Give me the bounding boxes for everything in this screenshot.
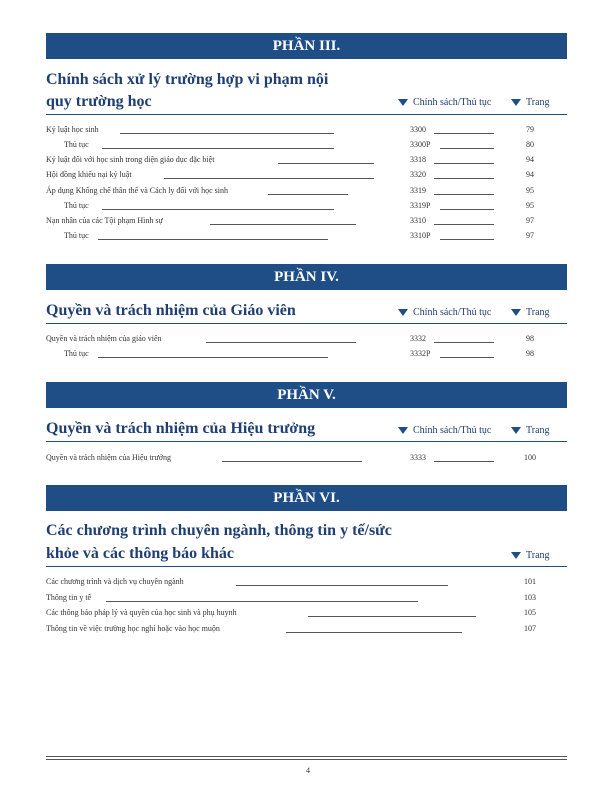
leader-line xyxy=(286,632,462,633)
leader-line xyxy=(434,461,494,462)
section-5-title: Quyền và trách nhiệm của Hiệu trưởng xyxy=(46,420,316,437)
leader-line xyxy=(102,209,334,210)
leader-line xyxy=(440,148,494,149)
toc-label: Thủ tục xyxy=(64,140,89,149)
leader-line xyxy=(308,616,476,617)
toc-label: Các thông báo pháp lý và quyền của học sinh và phụ huynh xyxy=(46,608,237,617)
leader-line xyxy=(434,194,494,195)
toc-label: Kỷ luật học sinh xyxy=(46,125,99,134)
triangle-down-icon xyxy=(398,427,408,434)
toc-code: 3320 xyxy=(410,170,426,179)
section-3-banner: PHẦN III. xyxy=(46,33,567,59)
leader-line xyxy=(434,178,494,179)
toc-page: 107 xyxy=(524,624,536,633)
section-4-divider xyxy=(46,323,567,324)
section-3-col-page: Trang xyxy=(511,97,550,108)
toc-page: 95 xyxy=(526,201,534,210)
section-6-col-page: Trang xyxy=(511,550,550,561)
leader-line xyxy=(440,357,494,358)
section-3-col-policy: Chính sách/Thủ tục xyxy=(398,97,491,108)
triangle-down-icon xyxy=(511,552,521,559)
toc-page: 98 xyxy=(526,349,534,358)
toc-row[interactable] xyxy=(46,184,567,198)
toc-label: Quyền và trách nhiệm của Hiệu trưởng xyxy=(46,453,171,462)
triangle-down-icon xyxy=(398,309,408,316)
toc-label: Thông tin về việc trường học nghỉ hoặc vào học muộn xyxy=(46,624,220,633)
toc-row[interactable] xyxy=(46,229,567,243)
toc-label: Các chương trình và dịch vụ chuyên ngành xyxy=(46,577,184,586)
toc-page: 79 xyxy=(526,125,534,134)
leader-line xyxy=(222,461,362,462)
toc-row[interactable] xyxy=(46,153,567,167)
toc-page: 103 xyxy=(524,593,536,602)
toc-page: 94 xyxy=(526,155,534,164)
toc-code: 3332 xyxy=(410,334,426,343)
toc-row[interactable] xyxy=(46,575,567,589)
leader-line xyxy=(210,224,356,225)
toc-label: Thủ tục xyxy=(64,349,89,358)
toc-label: Áp dụng Khống chế thân thể và Cách ly đối với học sinh xyxy=(46,186,228,195)
toc-row[interactable] xyxy=(46,199,567,213)
toc-code: 3300P xyxy=(410,140,431,149)
triangle-down-icon xyxy=(511,99,521,106)
section-5-col-policy: Chính sách/Thủ tục xyxy=(398,425,491,436)
leader-line xyxy=(440,209,494,210)
toc-label: Thủ tục xyxy=(64,201,89,210)
toc-page: 101 xyxy=(524,577,536,586)
toc-code: 3318 xyxy=(410,155,426,164)
leader-line xyxy=(278,163,374,164)
toc-row[interactable] xyxy=(46,123,567,137)
section-3-divider xyxy=(46,114,567,115)
toc-row[interactable] xyxy=(46,451,567,465)
leader-line xyxy=(434,133,494,134)
toc-row[interactable] xyxy=(46,332,567,346)
toc-page: 97 xyxy=(526,231,534,240)
toc-page: 80 xyxy=(526,140,534,149)
leader-line xyxy=(102,148,334,149)
section-3-title-line2: quy trường học xyxy=(46,93,152,110)
toc-row[interactable] xyxy=(46,606,567,620)
toc-page: 98 xyxy=(526,334,534,343)
section-4-col-page: Trang xyxy=(511,307,550,318)
leader-line xyxy=(98,357,328,358)
toc-code: 3332P xyxy=(410,349,431,358)
toc-code: 3319 xyxy=(410,186,426,195)
toc-label: Thông tin y tế xyxy=(46,593,92,602)
section-6-divider xyxy=(46,566,567,567)
toc-page: 95 xyxy=(526,186,534,195)
section-5-banner: PHẦN V. xyxy=(46,382,567,408)
toc-label: Quyền và trách nhiệm của giáo viên xyxy=(46,334,162,343)
leader-line xyxy=(434,342,494,343)
triangle-down-icon xyxy=(511,427,521,434)
toc-page: 94 xyxy=(526,170,534,179)
section-6-banner: PHẦN VI. xyxy=(46,485,567,511)
leader-line xyxy=(268,194,348,195)
section-3-title-line1: Chính sách xử lý trường hợp vi phạm nội xyxy=(46,71,329,88)
toc-label: Nạn nhân của các Tội phạm Hình sự xyxy=(46,216,163,225)
leader-line xyxy=(98,239,328,240)
section-4-col-policy: Chính sách/Thủ tục xyxy=(398,307,491,318)
toc-row[interactable] xyxy=(46,347,567,361)
footer-rule-top xyxy=(46,756,567,757)
leader-line xyxy=(120,133,334,134)
section-6-title-line2: khỏe và các thông báo khác xyxy=(46,545,235,562)
toc-page: 105 xyxy=(524,608,536,617)
leader-line xyxy=(164,178,374,179)
leader-line xyxy=(106,601,418,602)
toc-page: 100 xyxy=(524,453,536,462)
toc-code: 3310 xyxy=(410,216,426,225)
toc-code: 3333 xyxy=(410,453,426,462)
toc-row[interactable] xyxy=(46,168,567,182)
section-6-title-line1: Các chương trình chuyên ngành, thông tin y tế/sức xyxy=(46,522,392,539)
toc-code: 3300 xyxy=(410,125,426,134)
leader-line xyxy=(236,585,448,586)
toc-label: Hội đồng khiếu nại kỷ luật xyxy=(46,170,132,179)
triangle-down-icon xyxy=(398,99,408,106)
leader-line xyxy=(206,342,356,343)
section-4-banner: PHẦN IV. xyxy=(46,264,567,290)
leader-line xyxy=(434,163,494,164)
toc-row[interactable] xyxy=(46,622,567,636)
toc-row[interactable] xyxy=(46,591,567,605)
toc-label: Kỷ luật đối với học sinh trong diện giáo dục đặc biệt xyxy=(46,155,215,164)
toc-label: Thủ tục xyxy=(64,231,89,240)
leader-line xyxy=(434,224,494,225)
toc-page: 97 xyxy=(526,216,534,225)
page-number: 4 xyxy=(306,766,310,775)
leader-line xyxy=(440,239,494,240)
section-5-divider xyxy=(46,441,567,442)
toc-code: 3310P xyxy=(410,231,431,240)
triangle-down-icon xyxy=(511,309,521,316)
section-5-col-page: Trang xyxy=(511,425,550,436)
toc-row[interactable] xyxy=(46,138,567,152)
footer-rule-bottom xyxy=(46,759,567,760)
section-4-title: Quyền và trách nhiệm của Giáo viên xyxy=(46,302,296,319)
toc-code: 3319P xyxy=(410,201,431,210)
toc-row[interactable] xyxy=(46,214,567,228)
